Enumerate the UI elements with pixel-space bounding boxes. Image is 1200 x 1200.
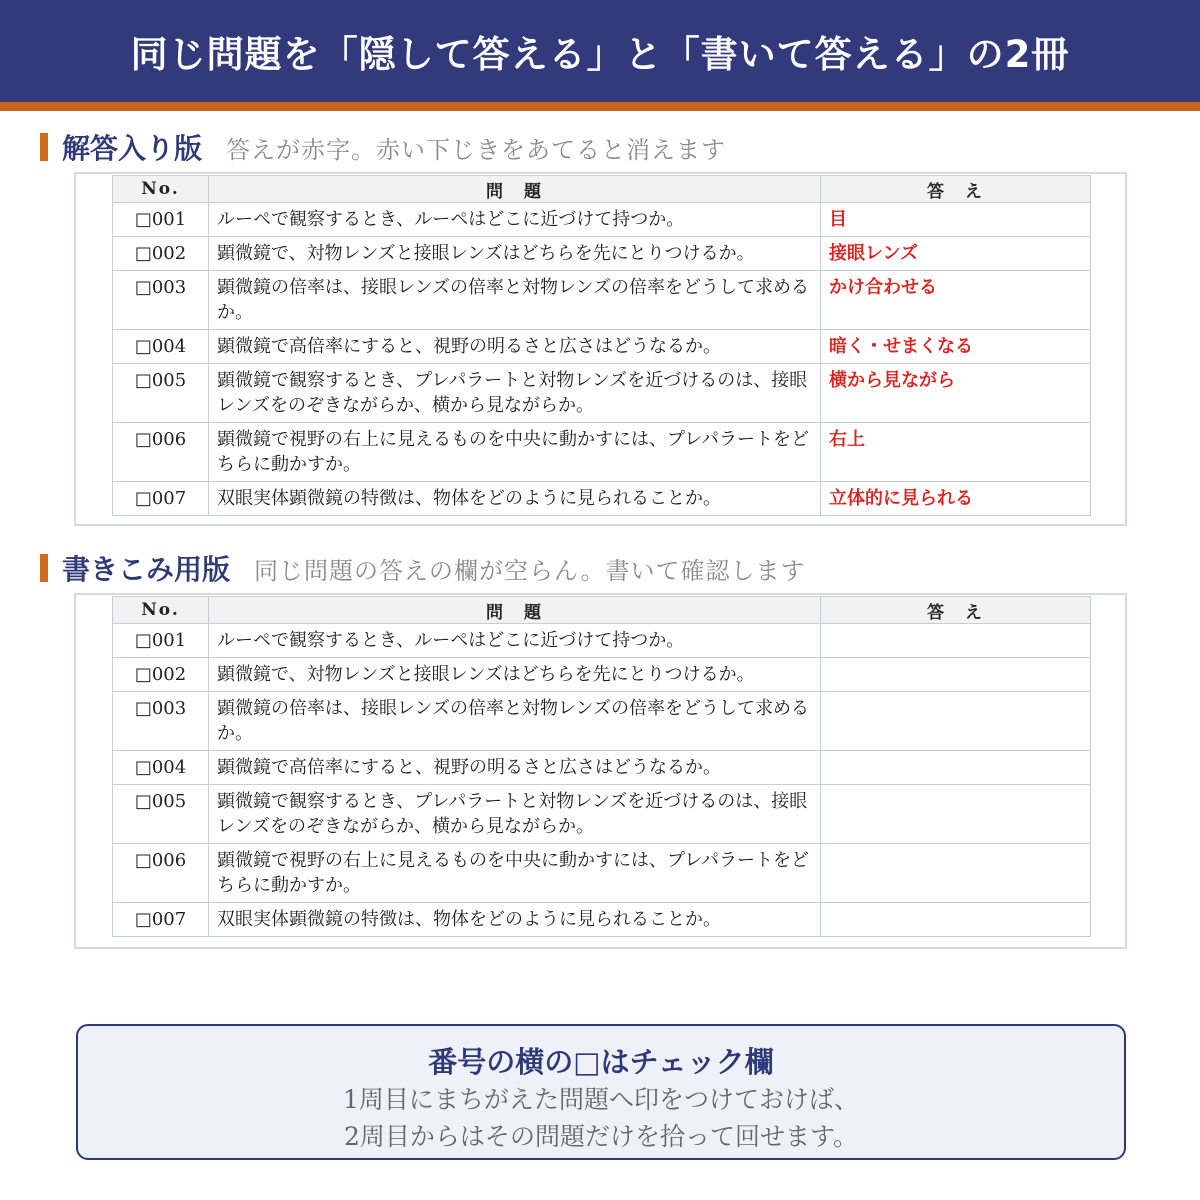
- table-row: [113, 751, 1091, 785]
- question-text: 双眼実体顕微鏡の特徴は、物体をどのように見られることか。: [209, 903, 821, 937]
- answer-edition-heading: [40, 130, 726, 164]
- question-number[interactable]: □002: [113, 237, 209, 271]
- question-number[interactable]: □007: [113, 903, 209, 937]
- question-number[interactable]: □005: [113, 364, 209, 423]
- write-edition-title: 書きこみ用版: [62, 553, 231, 586]
- table-row: [113, 482, 1091, 516]
- question-text: 顕微鏡で、対物レンズと接眼レンズはどちらを先にとりつけるか。: [209, 658, 821, 692]
- question-number[interactable]: □005: [113, 785, 209, 844]
- answer-edition-table: [112, 175, 1091, 516]
- write-edition-subtitle: 同じ問題の答えの欄が空らん。書いて確認します: [254, 556, 806, 585]
- column-header-question: 問 題: [209, 597, 821, 624]
- table-row: [113, 423, 1091, 482]
- table-header-row: [113, 597, 1091, 624]
- note-line-1: 1周目にまちがえた問題へ印をつけておけば、: [343, 1085, 859, 1114]
- table-row: [113, 271, 1091, 330]
- answer-blank[interactable]: [821, 785, 1091, 844]
- answer-blank[interactable]: [821, 624, 1091, 658]
- banner-title: 同じ問題を「隠して答える」と「書いて答える」の2冊: [130, 33, 1070, 76]
- question-number[interactable]: □004: [113, 751, 209, 785]
- question-text: 顕微鏡で視野の右上に見えるものを中央に動かすには、プレパラートをどちらに動かすか。: [209, 423, 821, 482]
- answer-edition-title: 解答入り版: [62, 132, 203, 165]
- column-header-question: 問 題: [209, 176, 821, 203]
- question-number[interactable]: □003: [113, 271, 209, 330]
- answer-blank[interactable]: [821, 658, 1091, 692]
- answer-blank[interactable]: [821, 751, 1091, 785]
- question-text: ルーペで観察するとき、ルーペはどこに近づけて持つか。: [209, 624, 821, 658]
- answer-text: 接眼レンズ: [821, 237, 1091, 271]
- answer-blank[interactable]: [821, 903, 1091, 937]
- table-row: [113, 903, 1091, 937]
- question-text: 双眼実体顕微鏡の特徴は、物体をどのように見られることか。: [209, 482, 821, 516]
- table-row: [113, 330, 1091, 364]
- note-title: 番号の横の□はチェック欄: [428, 1045, 774, 1079]
- banner-accent-stripe: [0, 102, 1200, 111]
- column-header-answer: 答 え: [821, 176, 1091, 203]
- write-edition-panel: [74, 593, 1127, 949]
- table-row: [113, 844, 1091, 903]
- table-row: [113, 237, 1091, 271]
- question-number[interactable]: □006: [113, 423, 209, 482]
- answer-blank[interactable]: [821, 844, 1091, 903]
- section-marker-bar: [40, 554, 48, 582]
- question-number[interactable]: □003: [113, 692, 209, 751]
- checkbox-note-box: [76, 1024, 1126, 1160]
- table-row: [113, 785, 1091, 844]
- table-row: [113, 364, 1091, 423]
- question-number[interactable]: □002: [113, 658, 209, 692]
- question-number[interactable]: □004: [113, 330, 209, 364]
- question-text: 顕微鏡で高倍率にすると、視野の明るさと広さはどうなるか。: [209, 330, 821, 364]
- answer-text: かけ合わせる: [821, 271, 1091, 330]
- table-row: [113, 203, 1091, 237]
- question-text: 顕微鏡で高倍率にすると、視野の明るさと広さはどうなるか。: [209, 751, 821, 785]
- column-header-no: No.: [113, 176, 209, 203]
- answer-text: 暗く・せまくなる: [821, 330, 1091, 364]
- question-text: 顕微鏡で視野の右上に見えるものを中央に動かすには、プレパラートをどちらに動かすか。: [209, 844, 821, 903]
- question-number[interactable]: □001: [113, 203, 209, 237]
- write-edition-table: [112, 596, 1091, 937]
- column-header-answer: 答 え: [821, 597, 1091, 624]
- question-text: 顕微鏡で観察するとき、プレパラートと対物レンズを近づけるのは、接眼レンズをのぞきながらか、横から見ながらか。: [209, 785, 821, 844]
- answer-text: 横から見ながら: [821, 364, 1091, 423]
- column-header-no: No.: [113, 597, 209, 624]
- answer-edition-subtitle: 答えが赤字。赤い下じきをあてると消えます: [226, 135, 727, 164]
- table-row: [113, 692, 1091, 751]
- answer-edition-panel: [74, 172, 1127, 526]
- write-edition-heading: [40, 551, 805, 585]
- note-line-2: 2周目からはその問題だけを拾って回せます。: [344, 1122, 858, 1151]
- question-number[interactable]: □006: [113, 844, 209, 903]
- question-text: 顕微鏡で、対物レンズと接眼レンズはどちらを先にとりつけるか。: [209, 237, 821, 271]
- top-banner: [0, 0, 1200, 102]
- table-row: [113, 658, 1091, 692]
- question-text: 顕微鏡で観察するとき、プレパラートと対物レンズを近づけるのは、接眼レンズをのぞきながらか、横から見ながらか。: [209, 364, 821, 423]
- question-text: 顕微鏡の倍率は、接眼レンズの倍率と対物レンズの倍率をどうして求めるか。: [209, 692, 821, 751]
- answer-text: 目: [821, 203, 1091, 237]
- question-text: 顕微鏡の倍率は、接眼レンズの倍率と対物レンズの倍率をどうして求めるか。: [209, 271, 821, 330]
- table-row: [113, 624, 1091, 658]
- table-header-row: [113, 176, 1091, 203]
- answer-text: 右上: [821, 423, 1091, 482]
- answer-blank[interactable]: [821, 692, 1091, 751]
- question-text: ルーペで観察するとき、ルーペはどこに近づけて持つか。: [209, 203, 821, 237]
- answer-text: 立体的に見られる: [821, 482, 1091, 516]
- question-number[interactable]: □001: [113, 624, 209, 658]
- section-marker-bar: [40, 133, 48, 161]
- question-number[interactable]: □007: [113, 482, 209, 516]
